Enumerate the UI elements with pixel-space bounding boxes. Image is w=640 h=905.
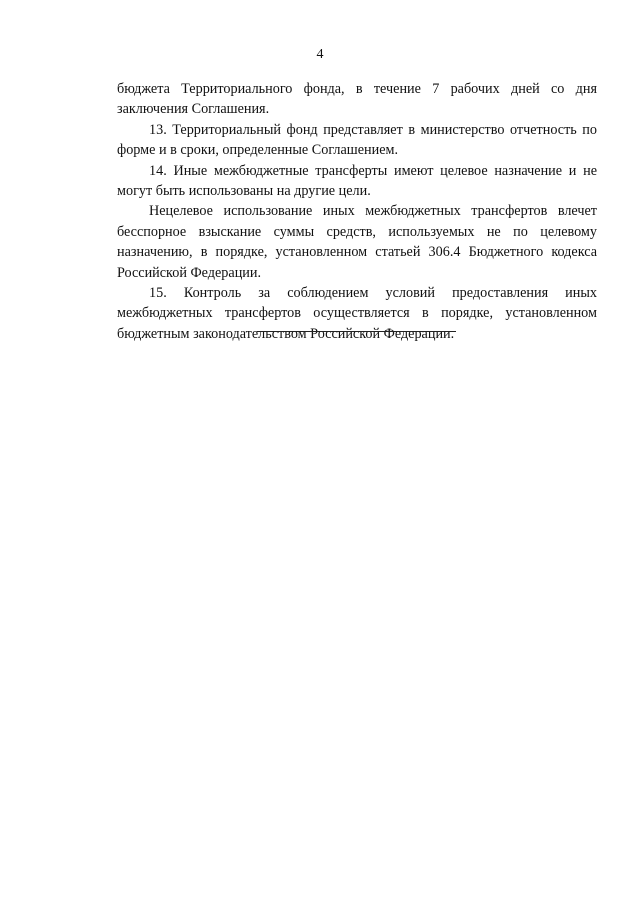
paragraph-item-14: 14. Иные межбюджетные трансферты имеют целевое назначение и не могут быть использованы на другие цели. [117,162,597,200]
document-body [117,79,597,344]
end-of-document-rule [257,331,456,332]
paragraph-misuse: Нецелевое использование иных межбюджетных трансфертов влечет бесспорное взыскание суммы средств, используемых не по целевому назначению, в порядке, установленном статьей 306.4 Бюджетного кодекса Российской Федерации. [117,203,597,281]
paragraph-item-13: 13. Территориальный фонд представляет в министерство отчетность по форме и в сроки, определенные Соглашением. [117,121,597,159]
page-number: 4 [316,47,324,62]
paragraph-item-15: 15. Контроль за соблюдением условий предоставления иных межбюджетных трансфертов осуществляется в порядке, установленном бюджетным законодательством Российской Федерации. [117,285,597,342]
paragraph-continuation: бюджета Территориального фонда, в течение 7 рабочих дней со дня заключения Соглашения. [117,81,597,118]
